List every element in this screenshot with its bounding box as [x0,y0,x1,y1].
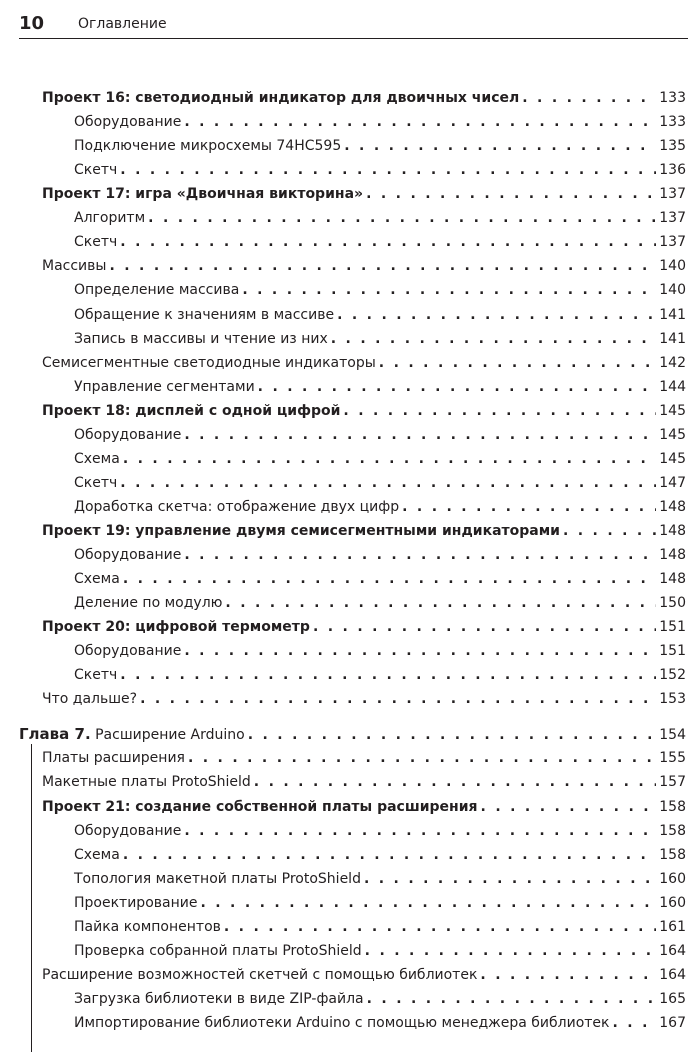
toc-entry-page: 145 [659,426,686,443]
toc-entry-title: Проектирование [74,894,198,911]
toc-entry-page: 148 [659,522,686,539]
toc-entry-title: Скетч [74,234,118,251]
toc-entry-page: 137 [659,234,686,251]
toc-subsection-entry [74,134,686,158]
dot-leader [120,663,656,687]
toc-entry-title: Импортирование библиотеки Arduino с помощью менеджера библиотек [74,1014,610,1031]
toc-entry-title: Схема [74,571,120,587]
dot-leader [337,303,656,327]
toc-subsection-entry [74,303,686,327]
dot-leader [123,567,656,591]
dot-leader [563,519,656,543]
toc-entry-title: Проект 16: светодиодный индикатор для двоичных чисел [42,90,520,106]
toc-entry-title: Проект 21: создание собственной платы расширения [42,798,478,815]
toc-entry-title [19,722,245,747]
dot-leader [364,867,656,891]
toc-entry-page: 157 [659,774,686,791]
toc-subsection-entry [74,230,686,254]
toc-entry-title: Оборудование [74,822,182,839]
toc-entry-page: 150 [659,595,686,611]
toc-section-entry [42,770,686,794]
toc-entry-page: 142 [659,354,686,371]
toc-entry-page: 141 [659,306,686,323]
toc-entry-title: Проект 20: цифровой термометр [42,619,310,636]
toc-entry-page: 167 [659,1014,686,1031]
toc-entry-title: Схема [74,450,120,467]
toc-section-entry [42,795,686,819]
toc-section-entry [42,615,686,639]
toc-entry-title: Проект 18: дисплей с одной цифрой [42,402,341,419]
toc-entry-page: 137 [659,210,686,227]
toc-subsection-entry [74,375,686,399]
toc-entry-page: 148 [659,571,686,587]
toc-entry-page: 151 [659,619,686,636]
toc-entry-title: Массивы [42,258,107,275]
running-title: Оглавление [78,16,167,32]
toc-entry-page: 164 [659,966,686,983]
toc-entry-page: 151 [659,643,686,660]
toc-entry-page: 133 [659,114,686,130]
toc-entry-page: 144 [659,378,686,395]
toc-section-entry [42,254,686,278]
toc-subsection-entry [74,891,686,915]
toc-entry-page: 158 [659,822,686,839]
chapter-bracket-line [31,744,32,1052]
toc-entry-page: 136 [659,162,686,179]
toc-entry-page: 140 [659,282,686,299]
toc-entry-page: 158 [659,846,686,863]
dot-leader [522,86,656,110]
toc-section-entry [42,182,686,206]
dot-leader [109,254,656,278]
dot-leader [120,230,656,254]
toc-entry-title: Управление сегментами [74,378,255,395]
dot-leader [188,746,656,770]
toc-entry-title: Платы расширения [42,750,185,767]
dot-leader [248,723,657,747]
dot-leader [366,182,656,206]
toc-entry-title: Оборудование [74,547,182,563]
toc-entry-page: 153 [659,691,686,708]
toc-entry-title: Деление по модулю [74,595,223,611]
toc-subsection-entry [74,543,686,567]
toc-entry-title: Макетные платы ProtoShield [42,774,251,791]
dot-leader [224,915,656,939]
toc-entry-title: Пайка компонентов [74,918,221,935]
toc-subsection-entry [74,158,686,182]
toc-entry-page: 147 [659,474,686,491]
toc-entry-title: Подключение микросхемы 74HC595 [74,138,342,155]
toc-entry-page: 141 [659,330,686,347]
toc-section-entry [42,351,686,375]
dot-leader [254,770,656,794]
toc-subsection-entry [74,939,686,963]
dot-leader [242,278,656,302]
toc-entry-page: 165 [659,990,686,1007]
toc-subsection-entry [74,447,686,471]
toc-entry-title: Проверка собранной платы ProtoShield [74,942,362,959]
toc-entry-title: Алгоритм [74,210,146,227]
dot-leader [120,471,656,495]
toc-entry-page: 133 [659,90,686,106]
toc-subsection-entry [74,206,686,230]
dot-leader [184,819,656,843]
toc-section-entry [42,86,686,110]
dot-leader [184,423,656,447]
toc-subsection-entry [74,110,686,134]
dot-leader [140,687,656,711]
dot-leader [120,158,656,182]
toc-entry-title: Что дальше? [42,691,138,708]
dot-leader [367,987,657,1011]
dot-leader [313,615,656,639]
dot-leader [379,351,656,375]
toc-subsection-entry [74,663,686,687]
toc-subsection-entry [74,327,686,351]
toc-entry-page: 135 [659,138,686,155]
dot-leader [200,891,656,915]
page-number: 10 [19,13,45,34]
toc-entry-title: Проект 17: игра «Двоичная викторина» [42,186,364,203]
toc-entry-title: Доработка скетча: отображение двух цифр [74,498,400,515]
toc-entry-page: 148 [659,547,686,563]
toc-entry-title: Скетч [74,474,118,491]
toc-subsection-entry [74,915,686,939]
toc-section-entry [42,963,686,987]
dot-leader [331,327,657,351]
dot-leader [344,134,656,158]
toc-entry-title: Загрузка библиотеки в виде ZIP-файла [74,990,364,1007]
toc-entry-title: Оборудование [74,114,182,130]
toc-entry-title: Топология макетной платы ProtoShield [74,870,361,887]
toc-entry-page: 161 [659,918,686,935]
toc-chapter-entry [19,722,686,746]
toc-section-entry [42,746,686,770]
dot-leader [480,963,656,987]
chapter-label: Глава 7. [19,725,91,744]
toc-entry-page: 145 [659,450,686,467]
dot-leader [481,795,657,819]
toc-subsection-entry [74,843,686,867]
toc-entry-title: Оборудование [74,426,182,443]
dot-leader [343,399,656,423]
toc-entry-title: Скетч [74,162,118,179]
toc-section-entry [42,687,686,711]
toc-entry-page: 152 [659,667,686,684]
dot-leader [613,1011,657,1035]
dot-leader [184,543,656,567]
toc-entry-title: Определение массива [74,282,240,299]
toc-entry-title: Оборудование [74,643,182,660]
dot-leader [402,495,656,519]
toc-section-entry [42,519,686,543]
toc-entry-page: 155 [659,750,686,767]
toc-subsection-entry [74,987,686,1011]
toc-entry-page: 160 [659,870,686,887]
toc-subsection-entry [74,867,686,891]
toc-entry-title: Запись в массивы и чтение из них [74,330,328,347]
dot-leader [184,110,656,134]
dot-leader [184,639,656,663]
dot-leader [365,939,657,963]
toc-entry-page: 164 [659,942,686,959]
dot-leader [258,375,657,399]
toc-entry-title: Схема [74,846,120,863]
toc-subsection-entry [74,278,686,302]
toc-entry-title: Семисегментные светодиодные индикаторы [42,354,376,371]
toc-subsection-entry [74,1011,686,1035]
toc-entry-page: 148 [659,498,686,515]
dot-leader [123,843,656,867]
toc-subsection-entry [74,639,686,663]
dot-leader [225,591,656,615]
toc-entry-page: 140 [659,258,686,275]
toc-entry-page: 160 [659,894,686,911]
toc-entry-page: 158 [659,798,686,815]
toc-subsection-entry [74,819,686,843]
chapter-title: Расширение Arduino [95,727,245,744]
toc-entry-title: Расширение возможностей скетчей с помощью библиотек [42,966,478,983]
dot-leader [123,447,656,471]
toc-subsection-entry [74,495,686,519]
toc-subsection-entry [74,567,686,591]
toc-subsection-entry [74,471,686,495]
toc-entry-title: Обращение к значениям в массиве [74,306,335,323]
toc-entry-page: 145 [659,402,686,419]
toc-section-entry [42,399,686,423]
toc-entry-page: 137 [659,186,686,203]
toc-subsection-entry [74,591,686,615]
toc-entry-page: 154 [659,727,686,744]
toc-entry-title: Скетч [74,667,118,684]
toc-subsection-entry [74,423,686,447]
toc-entry-title: Проект 19: управление двумя семисегментными индикаторами [42,522,560,539]
dot-leader [148,206,656,230]
